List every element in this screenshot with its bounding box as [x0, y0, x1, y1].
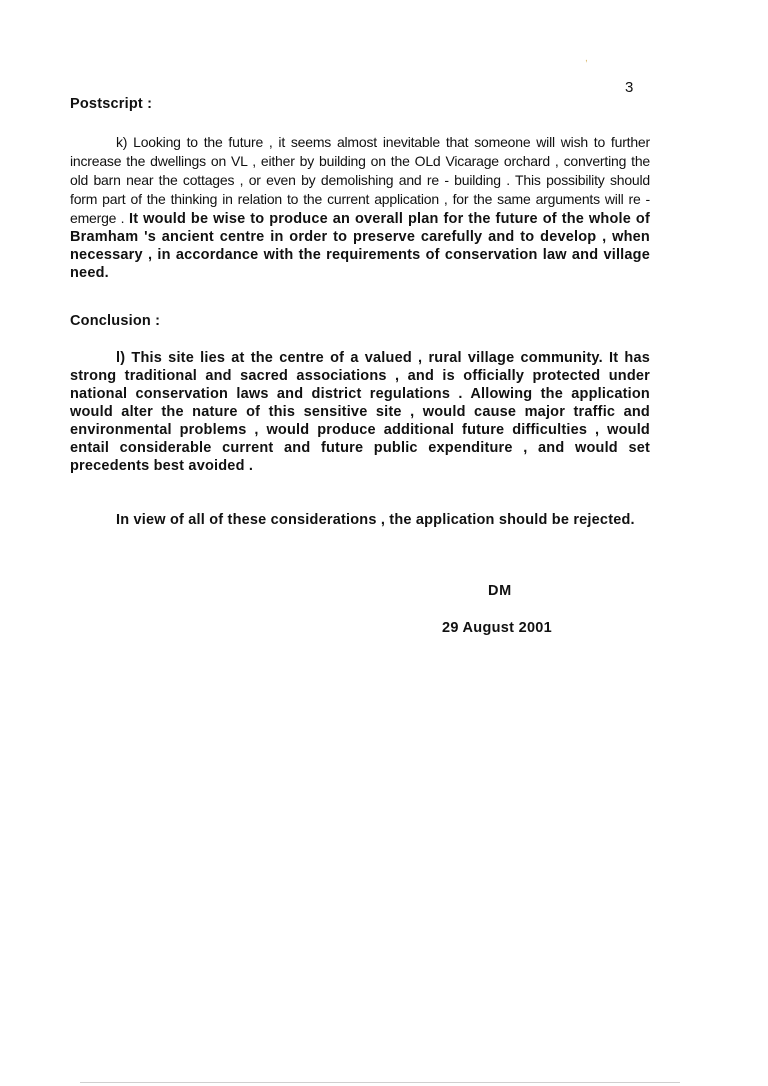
postscript-heading: Postscript :: [70, 96, 153, 112]
postscript-paragraph-k-emphasis: It would be wise to produce an overall plan for the future of the whole of Bramham 's ancient centre in order to preserve carefully and to develop , when necessary , in accordance with the requirements of conservation law and village need.: [70, 211, 650, 281]
conclusion-final-text: In view of all of these considerations , the application should be rejected.: [116, 512, 635, 528]
scan-speck: ,: [585, 53, 588, 64]
scan-bottom-edge: [80, 1082, 680, 1083]
postscript-paragraph-k-text: k) Looking to the future , it seems almost inevitable that someone will wish to further increase the dwellings on VL , either by building on the OLd Vicarage orchard , converting the old barn near the cottages , or even by demolishing and re - building . This possibility should form part of the thinking in relation to the current application , for the same arguments will re - emerge .: [70, 134, 650, 226]
postscript-paragraph-k: [70, 133, 650, 282]
conclusion-final-paragraph: [70, 511, 650, 529]
page-number: 3: [625, 79, 634, 96]
conclusion-heading: Conclusion :: [70, 313, 161, 329]
conclusion-paragraph-l-text: l) This site lies at the centre of a valued , rural village community. It has strong traditional and sacred associations , and is officially protected under national conservation laws and district regulations . Allowing the application would alter the nature of this sensitive site , would cause major traffic and environmental problems , would produce additional future difficulties , would entail considerable current and future public expenditure , and would set precedents best avoided .: [70, 350, 650, 474]
signature-date: 29 August 2001: [442, 620, 553, 636]
signature-initials: DM: [488, 583, 512, 599]
conclusion-paragraph-l: [70, 349, 650, 475]
